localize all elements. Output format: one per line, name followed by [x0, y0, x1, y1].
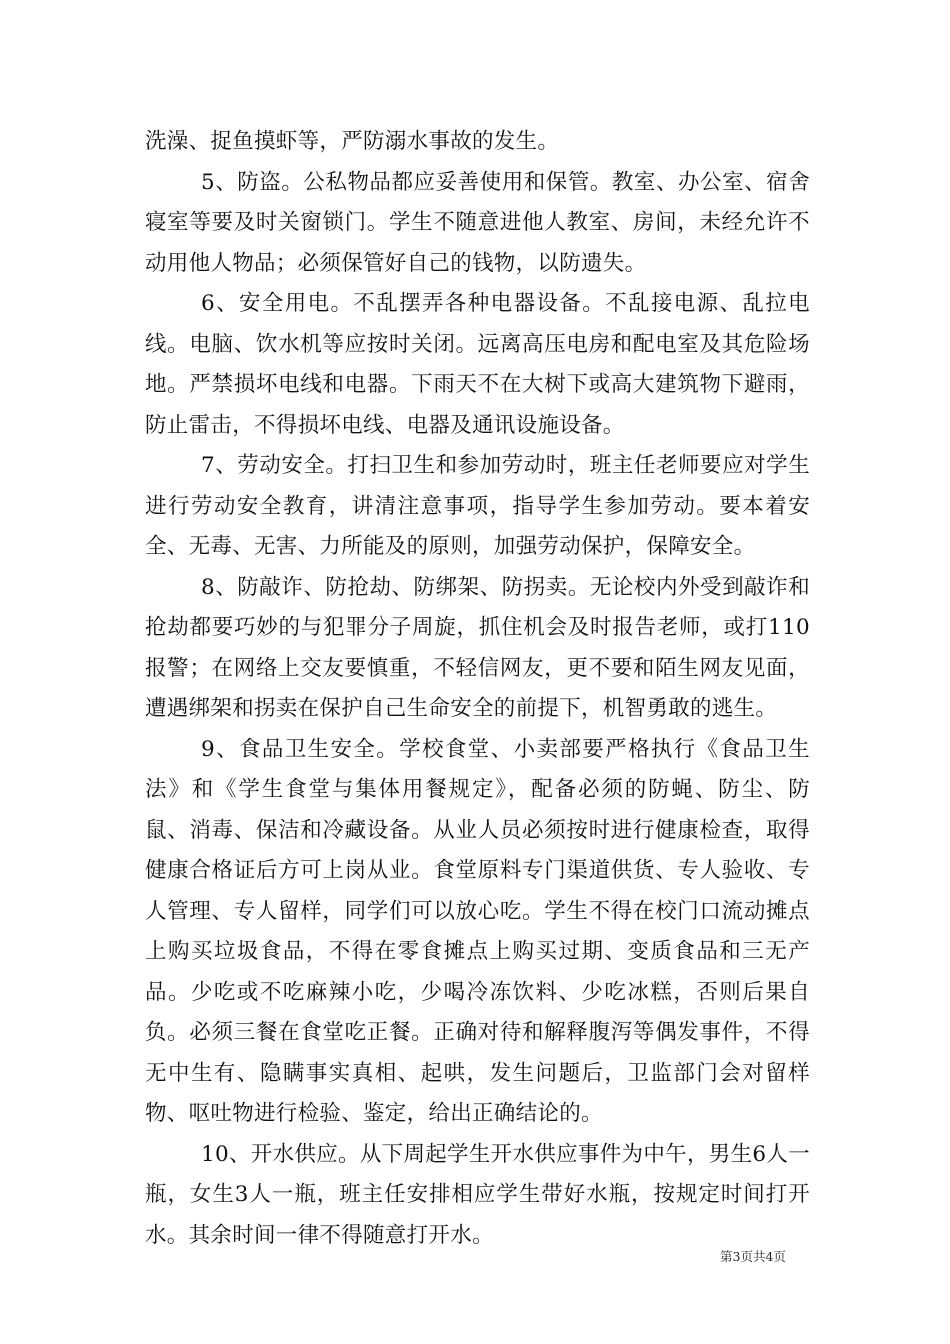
paragraph-item-6-electrical-safety: 6、安全用电。不乱摆弄各种电器设备。不乱接电源、乱拉电线。电脑、饮水机等应按时关闭。远离高压电房和配电室及其危险场地。严禁损坏电线和电器。下雨天不在大树下或高大建筑物下避雨，防止雷击，不得损坏电线、电器及通讯设施设备。 [145, 291, 810, 438]
paragraph-item-8-extortion-prevention: 8、防敲诈、防抢劫、防绑架、防拐卖。无论校内外受到敲诈和抢劫都要巧妙的与犯罪分子周旋，抓住机会及时报告老师，或打110报警；在网络上交友要慎重，不轻信网友，更不要和陌生网友见面，遭遇绑架和拐卖在保护自己生命安全的前提下，机智勇敢的逃生。 [145, 574, 810, 721]
page-number-footer: 第3页共4页 [720, 1249, 786, 1264]
document-body [145, 122, 810, 1256]
paragraph-item-10-water-supply: 10、开水供应。从下周起学生开水供应事件为中午，男生6人一瓶，女生3人一瓶，班主任安排相应学生带好水瓶，按规定时间打开水。其余时间一律不得随意打开水。 [145, 1141, 810, 1248]
paragraph-item-9-food-safety: 9、食品卫生安全。学校食堂、小卖部要严格执行《食品卫生法》和《学生食堂与集体用餐规定》，配备必须的防蝇、防尘、防鼠、消毒、保洁和冷藏设备。从业人员必须按时进行健康检查，取得健康合格证后方可上岗从业。食堂原料专门渠道供货、专人验收、专人管理、专人留样，同学们可以放心吃。学生不得在校门口流动摊点上购买垃圾食品，不得在零食摊点上购买过期、变质食品和三无产品。少吃或不吃麻辣小吃，少喝冷冻饮料、少吃冰糕，否则后果自负。必须三餐在食堂吃正餐。正确对待和解释腹泻等偶发事件，不得无中生有、隐瞒事实真相、起哄，发生问题后，卫监部门会对留样物、呕吐物进行检验、鉴定，给出正确结论的。 [145, 736, 810, 1126]
paragraph-continuation: 洗澡、捉鱼摸虾等，严防溺水事故的发生。 [145, 129, 560, 154]
paragraph-item-7-labor-safety: 7、劳动安全。打扫卫生和参加劳动时，班主任老师要应对学生进行劳动安全教育，讲清注意事项，指导学生参加劳动。要本着安全、无毒、无害、力所能及的原则，加强劳动保护，保障安全。 [145, 453, 810, 559]
paragraph-item-5-theft-prevention: 5、防盗。公私物品都应妥善使用和保管。教室、办公室、宿舍寝室等要及时关窗锁门。学生不随意进他人教室、房间，未经允许不动用他人物品；必须保管好自己的钱物，以防遗失。 [145, 169, 810, 276]
